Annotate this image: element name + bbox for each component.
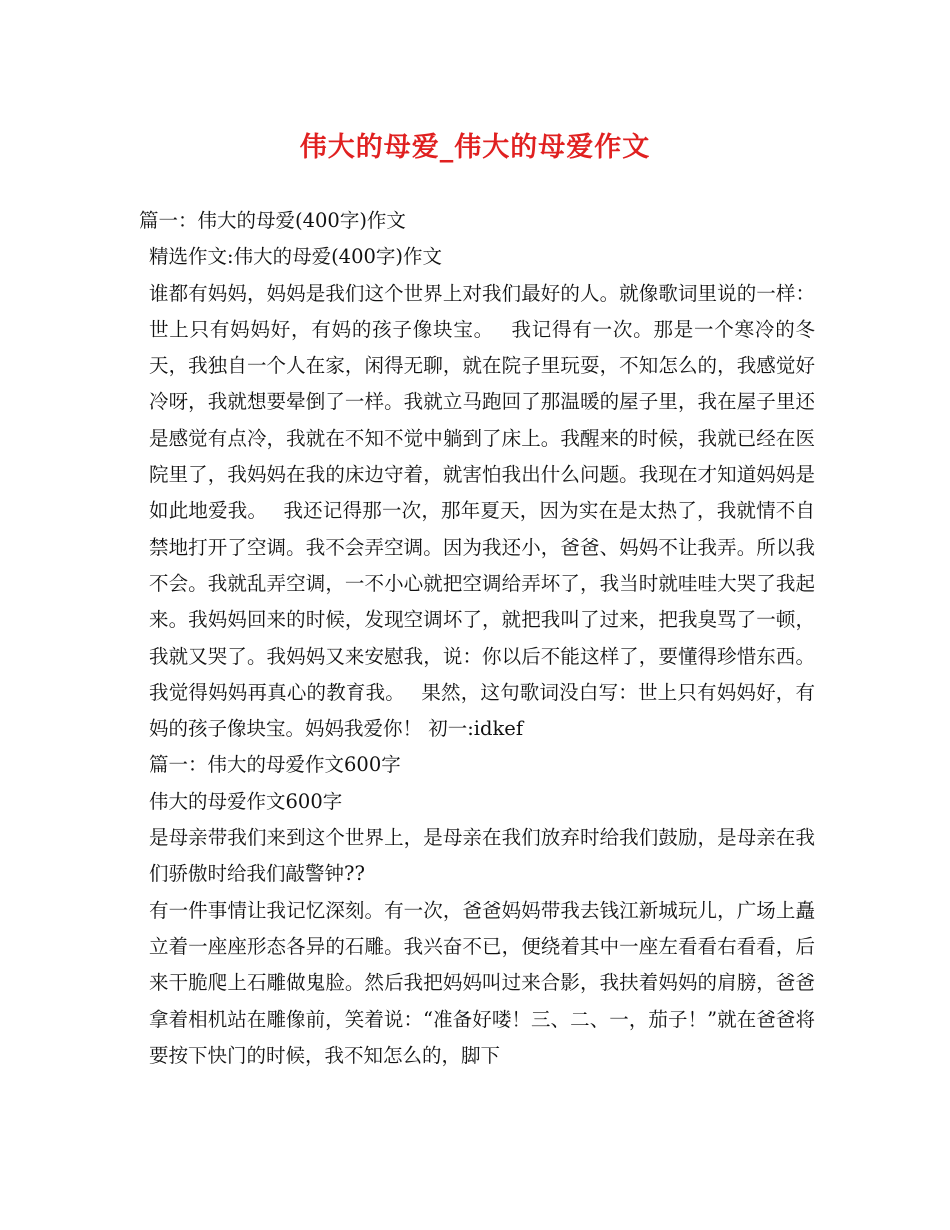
- document-body: [139, 203, 815, 1074]
- essay-subtitle: 精选作文:伟大的母爱(400字)作文: [149, 245, 443, 269]
- essay-subtitle: 伟大的母爱作文600字: [149, 789, 343, 813]
- section-heading: 篇一：伟大的母爱作文600字: [149, 753, 401, 777]
- document-title: 伟大的母爱_伟大的母爱作文: [299, 132, 651, 163]
- body-paragraph: 有一件事情让我记忆深刻。有一次，爸爸妈妈带我去钱江新城玩儿，广场上矗立着一座座形态各异的石雕。我兴奋不已，便绕着其中一座左看看右看看，后来干脆爬上石雕做鬼脸。然后我把妈妈叫过来合影，我扶着妈妈的肩膀，爸爸拿着相机站在雕像前，笑着说：“准备好喽！三、二、一，茄子！”就在爸爸将要按下快门的时候，我不知怎么的，脚下: [149, 898, 815, 1067]
- section-heading: 篇一：伟大的母爱(400字)作文: [139, 209, 406, 232]
- body-paragraph: 谁都有妈妈，妈妈是我们这个世界上对我们最好的人。就像歌词里说的一样：世上只有妈妈好，有妈的孩子像块宝。 我记得有一次。那是一个寒冷的冬天，我独自一个人在家，闲得无聊，就在院子里玩耍，不知怎么的，我感觉好冷呀，我就想要晕倒了一样。我就立马跑回了那温暖的屋子里，我在屋子里还是感觉有点冷，我就在不知不觉中躺到了床上。我醒来的时候，我就已经在医院里了，我妈妈在我的床边守着，就害怕我出什么问题。我现在才知道妈妈是如此地爱我。 我还记得那一次，那年夏天，因为实在是太热了，我就情不自禁地打开了空调。我不会弄空调。因为我还小，爸爸、妈妈不让我弄。所以我不会。我就乱弄空调，一不小心就把空调给弄坏了，我当时就哇哇大哭了我起来。我妈妈回来的时候，发现空调坏了，就把我叫了过来，把我臭骂了一顿，我就又哭了。我妈妈又来安慰我，说：你以后不能这样了，要懂得珍惜东西。我觉得妈妈再真心的教育我。 果然，这句歌词没白写：世上只有妈妈好，有妈的孩子像块宝。妈妈我爱你！ 初一:idkef: [149, 281, 815, 741]
- body-paragraph: 是母亲带我们来到这个世界上，是母亲在我们放弃时给我们鼓励，是母亲在我们骄傲时给我们敲警钟??: [149, 826, 815, 886]
